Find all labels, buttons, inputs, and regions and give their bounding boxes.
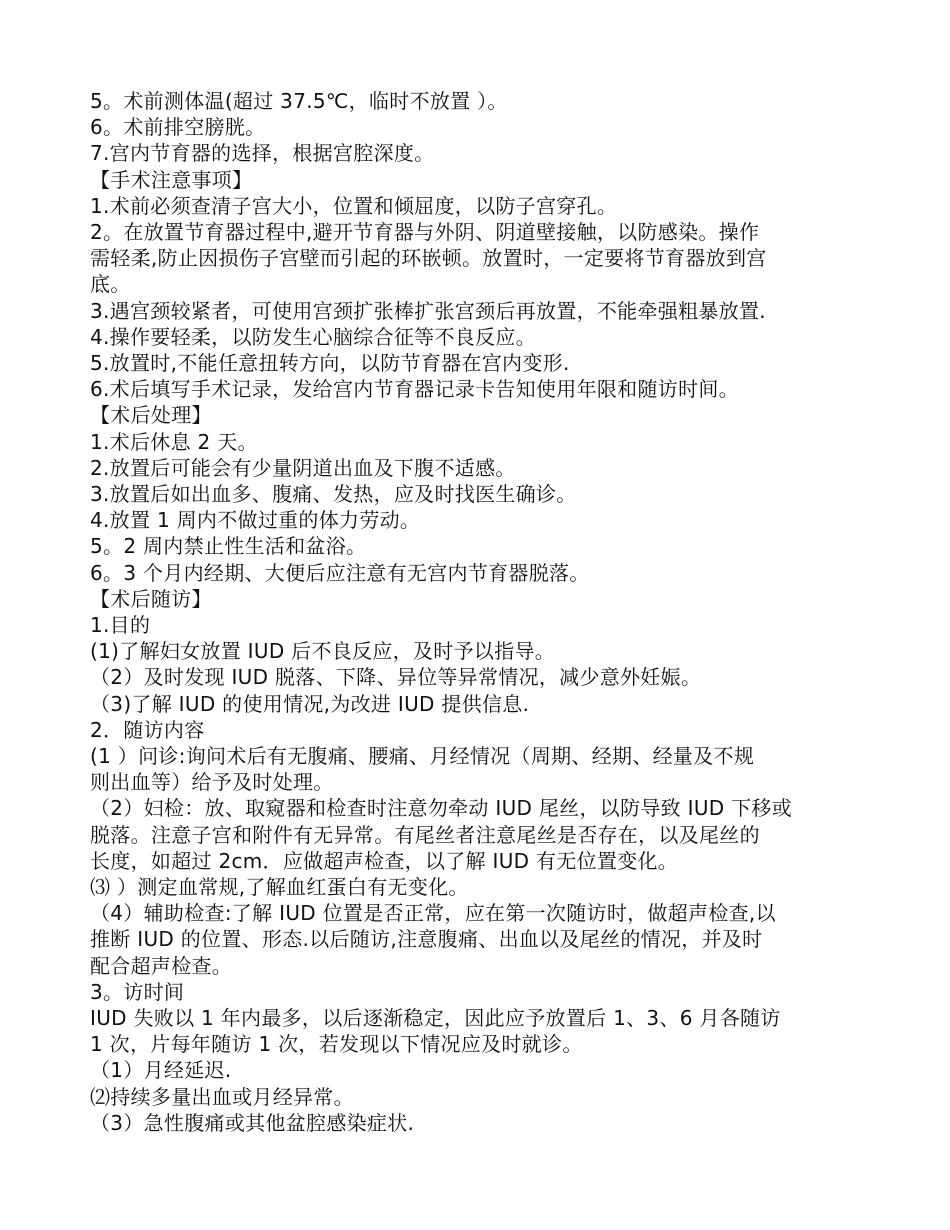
text-line: （2）及时发现 IUD 脱落、下降、异位等异常情况，减少意外妊娠。 xyxy=(90,665,702,690)
text-line: ⑶ ）测定血常规,了解血红蛋白有无变化。 xyxy=(90,875,469,899)
text-line: 7.宫内节育器的选择，根据宫腔深度。 xyxy=(90,141,435,166)
text-line: （2）妇检：放、取窥器和检查时注意勿牵动 IUD 尾丝，以防导致 IUD 下移或 xyxy=(90,796,793,821)
section-heading: 【术后随访】 xyxy=(90,586,212,611)
text-line: 6。3 个月内经期、大便后应注意有无宫内节育器脱落。 xyxy=(90,560,590,585)
text-line: 3.遇宫颈较紧者，可使用宫颈扩张棒扩张宫颈后再放置，不能牵强粗暴放置. xyxy=(90,298,766,323)
text-line: 1.术后休息 2 天。 xyxy=(90,429,258,454)
text-line: 2.放置后可能会有少量阴道出血及下腹不适感。 xyxy=(90,455,516,480)
text-line: 底。 xyxy=(90,272,131,297)
text-line: （3)了解 IUD 的使用情况,为改进 IUD 提供信息. xyxy=(90,691,530,716)
text-line: (1)了解妇女放置 IUD 后不良反应，及时予以指导。 xyxy=(90,639,556,664)
text-line: 3。访时间 xyxy=(90,979,185,1004)
text-line: IUD 失败以 1 年内最多，以后逐渐稳定，因此应予放置后 1、3、6 月各随访 xyxy=(90,1006,781,1030)
text-line: 2．随访内容 xyxy=(90,717,205,742)
text-line: ⑵持续多量出血或月经异常。 xyxy=(90,1084,354,1109)
text-line: 4.操作要轻柔，以防发生心脑综合征等不良反应。 xyxy=(90,324,536,349)
text-line: （4）辅助检查:了解 IUD 位置是否正常，应在第一次随访时，做超声检查,以 xyxy=(90,901,776,926)
text-line: （3）急性腹痛或其他盆腔感染症状. xyxy=(90,1110,415,1135)
text-line: 推断 IUD 的位置、形态.以后随访,注意腹痛、出血以及尾丝的情况，并及时 xyxy=(90,927,763,952)
text-line: 配合超声检查。 xyxy=(90,953,233,978)
text-line: 需轻柔,防止因损伤子宫壁而引起的环嵌顿。放置时，一定要将节育器放到宫 xyxy=(90,246,767,271)
text-line: 6.术后填写手术记录，发给宫内节育器记录卡告知使用年限和随访时间。 xyxy=(90,377,739,402)
text-line: 5.放置时,不能任意扭转方向，以防节育器在宫内变形. xyxy=(90,351,570,375)
section-heading: 【手术注意事项】 xyxy=(90,167,253,192)
text-line: 则出血等）给予及时处理。 xyxy=(90,770,334,795)
text-line: 脱落。注意子宫和附件有无异常。有尾丝者注意尾丝是否存在，以及尾丝的 xyxy=(90,822,760,847)
text-line: 5。2 周内禁止性生活和盆浴。 xyxy=(90,534,367,559)
text-line: （1）月经延迟. xyxy=(90,1058,232,1083)
text-line: (1 ）问诊:询问术后有无腹痛、腰痛、月经情况（周期、经期、经量及不规 xyxy=(90,744,755,768)
text-line: 2。在放置节育器过程中,避开节育器与外阴、阴道壁接触，以防感染。操作 xyxy=(90,220,760,244)
text-line: 6。术前排空膀胱。 xyxy=(90,115,266,140)
text-line: 1 次，片每年随访 1 次，若发现以下情况应及时就诊。 xyxy=(90,1032,583,1057)
section-heading: 【术后处理】 xyxy=(90,403,212,428)
text-line: 4.放置 1 周内不做过重的体力劳动。 xyxy=(90,508,421,533)
text-line: 5。术前测体温(超过 37.5℃，临时不放置 ）。 xyxy=(90,89,508,113)
text-line: 1.目的 xyxy=(90,613,151,637)
text-line: 长度，如超过 2cm．应做超声检查，以了解 IUD 有无位置变化。 xyxy=(90,848,679,873)
text-line: 3.放置后如出血多、腹痛、发热，应及时找医生确诊。 xyxy=(90,482,577,506)
text-line: 1.术前必须查清子宫大小，位置和倾屈度，以防子宫穿孔。 xyxy=(90,193,618,218)
